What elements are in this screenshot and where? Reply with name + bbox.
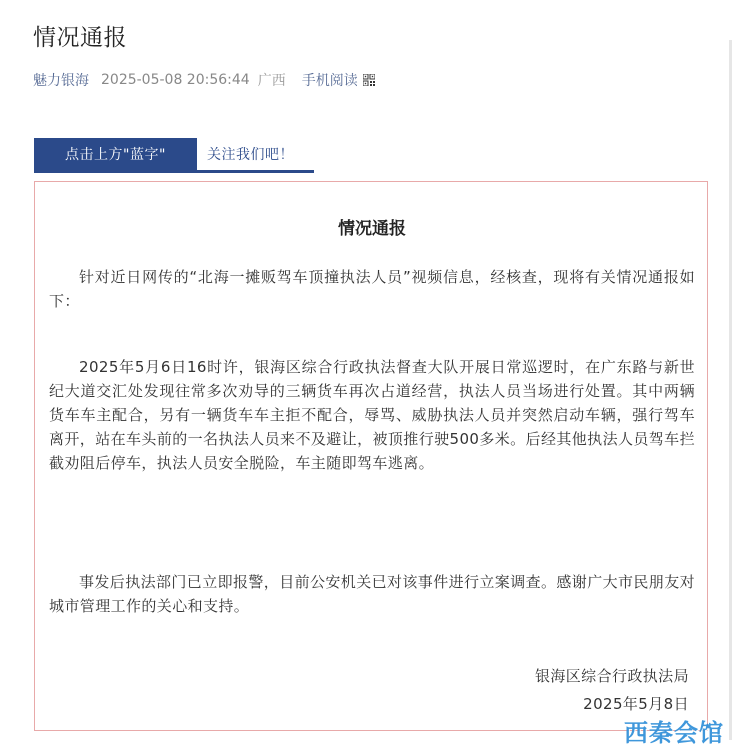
account-name-link[interactable]: 魅力银海 <box>33 73 89 89</box>
notice-paragraph-1: 针对近日网传的“北海一摊贩驾车顶撞执法人员”视频信息，经核查，现将有关情况通报如下： <box>49 268 695 310</box>
follow-banner-right: 关注我们吧！ <box>207 147 294 163</box>
notice-box <box>34 181 708 731</box>
publish-region: 广西 <box>257 73 286 89</box>
watermark: 西秦会馆 <box>624 719 724 747</box>
notice-paragraph-2: 2025年5月6日16时许，银海区综合行政执法督查大队开展日常巡逻时，在广东路与新世纪大道交汇处发现往常多次劝导的三辆货车再次占道经营，执法人员当场进行处置。其中两辆货车车主配合，另有一辆货车车主拒不配合，辱骂、威胁执法人员并突然启动车辆，强行驾车离开，站在车头前的一名执法人员来不及避让，被顶推行驶500多米。后经其他执法人员驾车拦截劝阻后停车，执法人员安全脱险，车主随即驾车逃离。 <box>49 358 695 472</box>
article-title: 情况通报 <box>33 25 127 51</box>
mobile-read-link[interactable]: 手机阅读 <box>301 73 358 89</box>
publish-time: 2025-05-08 20:56:44 <box>101 72 250 88</box>
article-meta <box>33 70 375 90</box>
follow-banner[interactable] <box>34 138 314 173</box>
notice-heading: 情况通报 <box>338 219 406 239</box>
follow-banner-left: 点击上方"蓝字" <box>34 138 197 170</box>
qr-code-icon[interactable] <box>363 74 375 86</box>
signature-org: 银海区综合行政执法局 <box>534 667 689 685</box>
notice-paragraph-3: 事发后执法部门已立即报警，目前公安机关已对该事件进行立案调查。感谢广大市民朋友对城市管理工作的关心和支持。 <box>49 573 696 615</box>
signature-date: 2025年5月8日 <box>583 695 689 713</box>
